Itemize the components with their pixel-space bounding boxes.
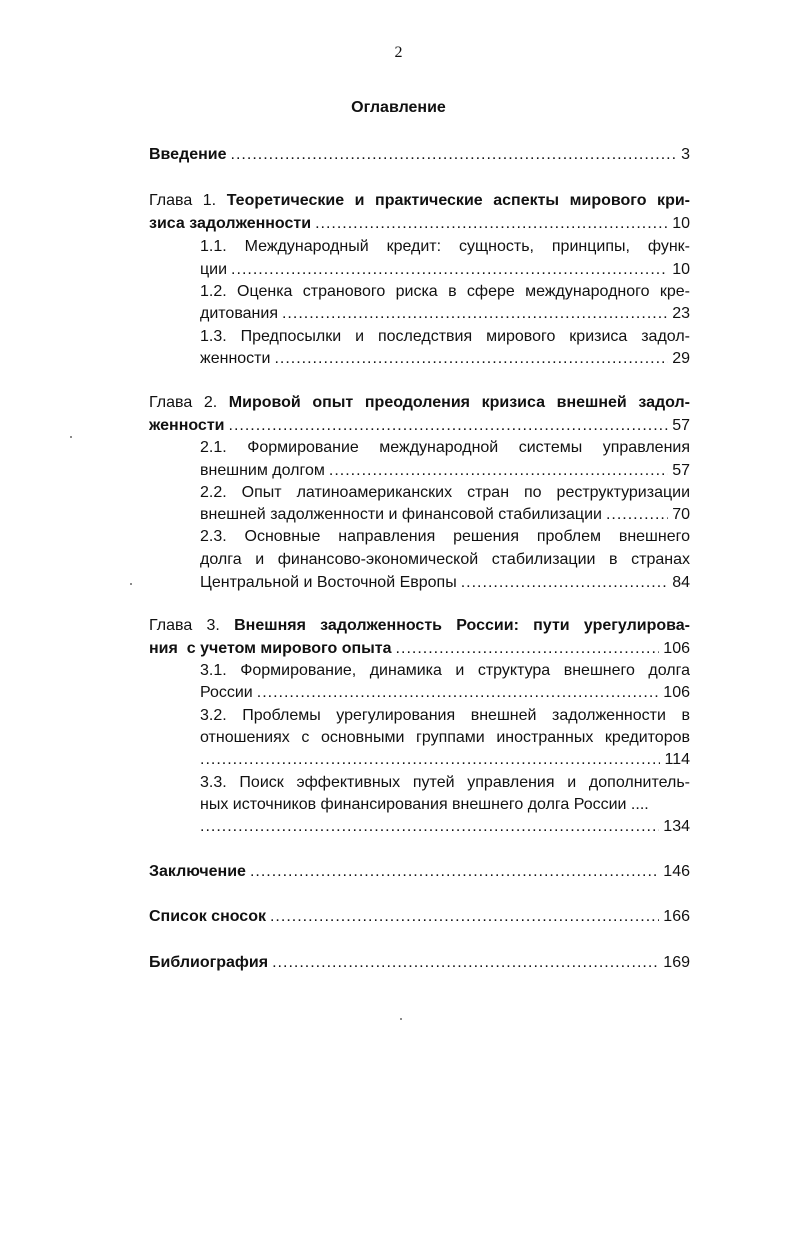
toc-chapter-3-line2[interactable] [149,638,690,660]
section-title-cont: Центральной и Восточной Европы [200,574,457,591]
chapter-prefix: Глава 1. [149,192,227,209]
chapter-prefix: Глава 2. [149,394,229,411]
toc-page-number: 57 [672,417,690,434]
chapter-title-cont: женности [149,417,225,434]
toc-page-number: 146 [663,863,690,880]
dot-leader [231,259,668,281]
chapter-title-cont: зиса задолженности [149,215,312,232]
chapter-prefix: Глава 3. [149,617,235,634]
toc-page-number: 57 [672,462,690,479]
toc-section-2-3-line1[interactable]: 2.3. Основные направления решения проблем внешнего [200,528,690,545]
section-title-cont: внешней задолженности и финансовой стабилизации [200,506,602,523]
toc-entry-intro[interactable] [149,144,690,166]
dot-leader [200,816,659,838]
section-title-cont: дитования [200,305,278,322]
page-number: 2 [394,44,403,61]
dot-leader [315,213,668,235]
toc-section-1-2-line2[interactable] [200,303,690,325]
scan-speck [400,1018,402,1020]
toc-section-3-1-line1[interactable]: 3.1. Формирование, динамика и структура внешнего долга [200,662,690,679]
toc-chapter-2-line1[interactable] [149,392,690,414]
toc-section-2-1-line1[interactable]: 2.1. Формирование международной системы управления [200,439,690,456]
dot-leader [257,682,660,704]
toc-chapter-3-line1[interactable] [149,615,690,637]
toc-page-number: 166 [663,908,690,925]
toc-section-3-2-line3[interactable] [200,749,690,771]
dot-leader [274,348,668,370]
toc-page-number: 3 [681,146,690,163]
toc-chapter-2-line2[interactable] [149,415,690,437]
chapter-title-cont: ния с учетом мирового опыта [149,640,392,657]
dot-leader [329,460,668,482]
toc-section-3-3-line3[interactable] [200,816,690,838]
toc-section-3-1-line2[interactable] [200,682,690,704]
section-title-cont: женности [200,350,271,367]
toc-entry-conclusion[interactable] [149,861,690,883]
toc-section-2-3-line3[interactable] [200,572,690,594]
toc-entry-bibliography[interactable] [149,952,690,974]
toc-section-1-3-line1[interactable]: 1.3. Предпосылки и последствия мирового кризиса задол- [200,328,690,345]
toc-page-number: 106 [663,684,690,701]
section-title-cont: ции [200,261,228,278]
scan-speck [70,436,72,438]
chapter-title: Внешняя задолженность России: пути урегулирова- [234,617,690,634]
toc-section-1-3-line2[interactable] [200,348,690,370]
toc-page-number: 106 [663,640,690,657]
page-title: Оглавление [351,99,446,116]
toc-entry-label: Список сносок [149,908,266,925]
dot-leader [231,144,678,166]
dot-leader [606,504,668,526]
toc-entry-label: Библиография [149,954,269,971]
toc-chapter-1-line2[interactable] [149,213,690,235]
toc-page-number: 10 [672,261,690,278]
chapter-title: Теоретические и практические аспекты мирового кри- [226,192,690,209]
toc-page-number: 10 [672,215,690,232]
dot-leader [229,415,669,437]
scan-speck [130,583,132,585]
toc-page-number: 114 [664,751,690,768]
toc-section-1-1-line1[interactable]: 1.1. Международный кредит: сущность, принципы, функ- [200,238,690,255]
dot-leader [461,572,668,594]
toc-page-number: 29 [672,350,690,367]
toc-entry-label: Введение [149,146,227,163]
toc-section-3-2-line1[interactable]: 3.2. Проблемы урегулирования внешней задолженности в [200,707,690,724]
dot-leader [272,952,659,974]
toc-section-3-3-line1[interactable]: 3.3. Поиск эффективных путей управления и дополнитель- [200,774,690,791]
toc-entry-label: Заключение [149,863,246,880]
toc-section-3-2-line2[interactable]: отношениях с основными группами иностранных кредиторов [200,729,690,746]
toc-section-2-1-line2[interactable] [200,460,690,482]
toc-page-number: 134 [663,818,690,835]
section-title-cont: внешним долгом [200,462,325,479]
toc-section-2-3-line2[interactable]: долга и финансово-экономической стабилизации в странах [200,551,690,568]
toc-chapter-1-line1[interactable] [149,190,690,212]
toc-page-number: 84 [672,574,690,591]
toc-page-number: 169 [663,954,690,971]
toc-entry-footnotes[interactable] [149,906,690,928]
toc-section-3-3-line2[interactable]: ных источников финансирования внешнего долга России .... [200,796,649,813]
dot-leader [396,638,660,660]
chapter-title: Мировой опыт преодоления кризиса внешней задол- [228,394,690,411]
dot-leader [250,861,659,883]
dot-leader [200,749,660,771]
dot-leader [282,303,668,325]
toc-section-1-1-line2[interactable] [200,259,690,281]
toc-section-2-2-line2[interactable] [200,504,690,526]
toc-page-number: 70 [672,506,690,523]
toc-section-1-2-line1[interactable]: 1.2. Оценка странового риска в сфере международного кре- [200,283,690,300]
section-title-cont: России [200,684,253,701]
dot-leader [270,906,659,928]
toc-page-number: 23 [672,305,690,322]
toc-section-2-2-line1[interactable]: 2.2. Опыт латиноамериканских стран по реструктуризации [200,484,690,501]
